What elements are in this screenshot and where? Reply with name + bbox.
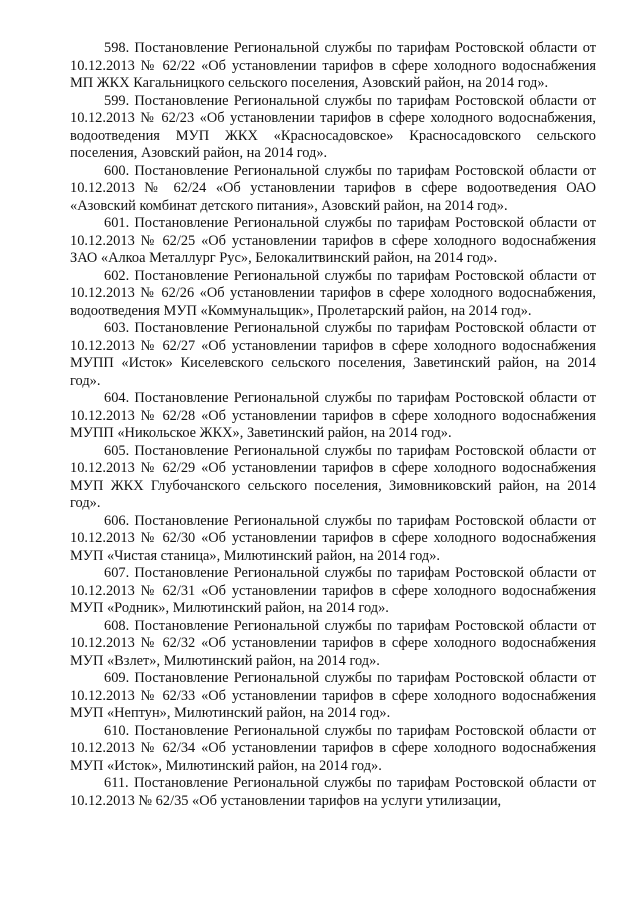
list-item: 604. Постановление Региональной службы по тарифам Ростовской области от 10.12.2013 № 62/28 «Об установлении тарифов в сфере холодного водоснабжения МУПП «Никольское ЖКХ», Заветинский район, на 2014 год». xyxy=(70,390,596,441)
list-item: 606. Постановление Региональной службы по тарифам Ростовской области от 10.12.2013 № 62/30 «Об установлении тарифов в сфере холодного водоснабжения МУП «Чистая станица», Милютинский район, на 2014 год». xyxy=(70,512,596,564)
list-item: 602. Постановление Региональной службы по тарифам Ростовской области от 10.12.2013 № 62/26 «Об установлении тарифов в сфере холодного водоснабжения, водоотведения МУП «Коммунальщик», Пролетарский район, на 2014 год». xyxy=(70,267,596,319)
list-item: 611. Постановление Региональной службы по тарифам Ростовской области от 10.12.2013 № 62/35 «Об установлении тарифов на услуги утилизации, xyxy=(70,775,596,809)
list-item: 605. Постановление Региональной службы по тарифам Ростовской области от 10.12.2013 № 62/29 «Об установлении тарифов в сфере холодного водоснабжения МУП ЖКХ Глубочанского сельского поселения, Зимовниковский район, на 2014 год». xyxy=(70,442,596,511)
document-body xyxy=(70,40,596,810)
list-item: 607. Постановление Региональной службы по тарифам Ростовской области от 10.12.2013 № 62/31 «Об установлении тарифов в сфере холодного водоснабжения МУП «Родник», Милютинский район, на 2014 год». xyxy=(70,565,596,616)
list-item: 600. Постановление Региональной службы по тарифам Ростовской области от 10.12.2013 № 62/24 «Об установлении тарифов в сфере водоотведения ОАО «Азовский комбинат детского питания», Азовский район, на 2014 год». xyxy=(70,162,596,214)
list-item: 601. Постановление Региональной службы по тарифам Ростовской области от 10.12.2013 № 62/25 «Об установлении тарифов в сфере холодного водоснабжения ЗАО «Алкоа Металлург Рус», Белокалитвинский район, на 2014 год». xyxy=(70,215,596,266)
list-item: 608. Постановление Региональной службы по тарифам Ростовской области от 10.12.2013 № 62/32 «Об установлении тарифов в сфере холодного водоснабжения МУП «Взлет», Милютинский район, на 2014 год». xyxy=(70,617,596,669)
list-item: 603. Постановление Региональной службы по тарифам Ростовской области от 10.12.2013 № 62/27 «Об установлении тарифов в сфере холодного водоснабжения МУПП «Исток» Киселевского сельского поселения, Заветинский район, на 2014 год». xyxy=(70,320,596,389)
list-item: 609. Постановление Региональной службы по тарифам Ростовской области от 10.12.2013 № 62/33 «Об установлении тарифов в сфере холодного водоснабжения МУП «Нептун», Милютинский район, на 2014 год». xyxy=(70,670,596,721)
list-item: 599. Постановление Региональной службы по тарифам Ростовской области от 10.12.2013 № 62/23 «Об установлении тарифов в сфере холодного водоснабжения, водоотведения МУП ЖКХ «Красносадовское» Красносадовского сельского поселения, Азовский район, на 2014 год». xyxy=(70,92,596,161)
list-item: 610. Постановление Региональной службы по тарифам Ростовской области от 10.12.2013 № 62/34 «Об установлении тарифов в сфере холодного водоснабжения МУП «Исток», Милютинский район, на 2014 год». xyxy=(70,722,596,774)
list-item: 598. Постановление Региональной службы по тарифам Ростовской области от 10.12.2013 № 62/22 «Об установлении тарифов в сфере холодного водоснабжения МП ЖКХ Кагальницкого сельского поселения, Азовский район, на 2014 год». xyxy=(70,40,596,91)
